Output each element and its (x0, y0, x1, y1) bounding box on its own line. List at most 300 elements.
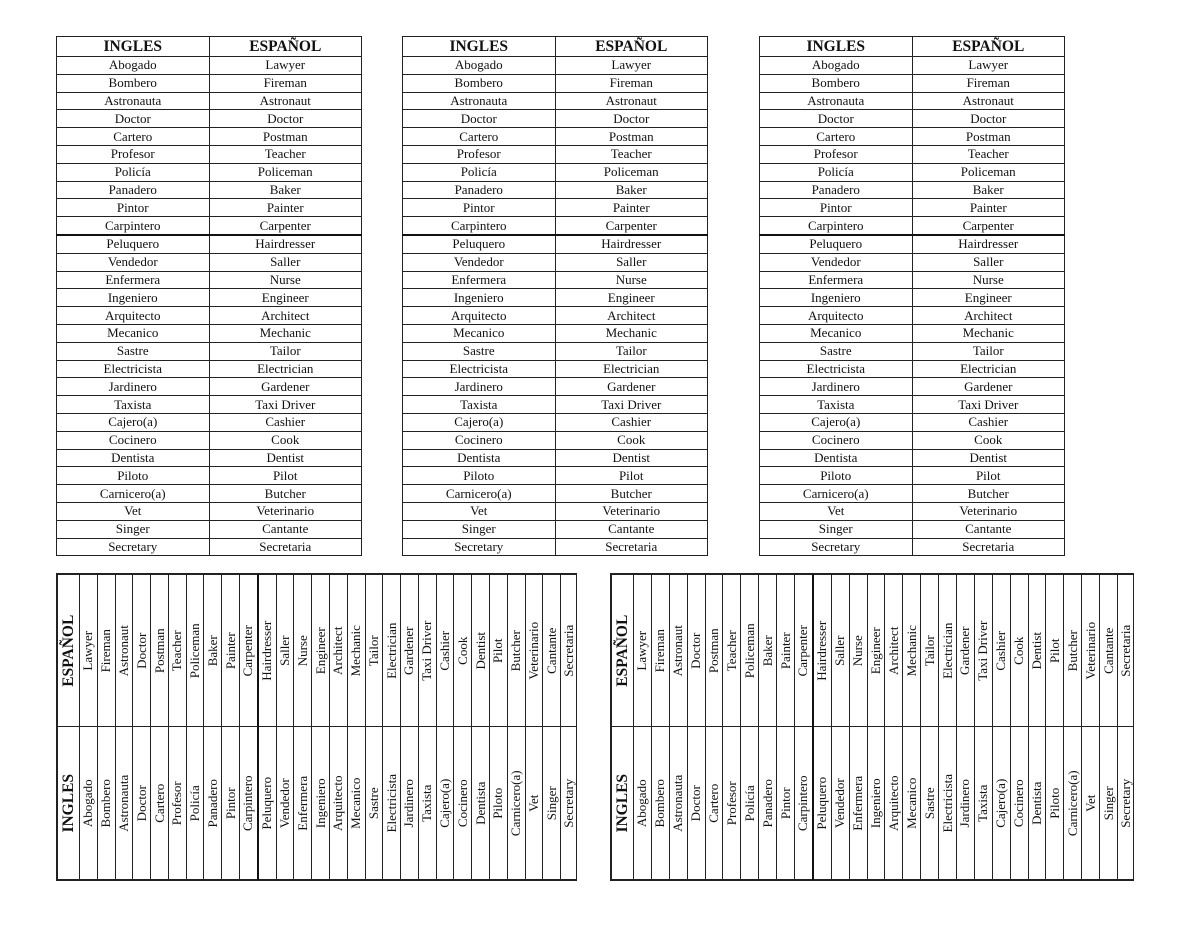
spanish-word: Arquitecto (403, 307, 556, 325)
spanish-word: Policía (760, 163, 913, 181)
spanish-word: Enfermera (403, 271, 556, 289)
spanish-word: Jardinero (957, 727, 975, 880)
english-word: Baker (209, 181, 362, 199)
spanish-word: Policía (741, 727, 759, 880)
spanish-word: Carnicero(a) (507, 727, 525, 880)
table-row (57, 110, 362, 128)
english-word: Secretaria (1118, 575, 1134, 728)
english-word: Saller (831, 575, 849, 728)
english-word: Cantante (555, 520, 708, 538)
english-word: Cantante (543, 575, 561, 728)
table-row (57, 163, 362, 181)
table-row (57, 324, 362, 342)
table-row (760, 217, 1065, 235)
table-row (777, 575, 795, 880)
english-word: Cook (912, 431, 1065, 449)
table-row (760, 449, 1065, 467)
table-row (813, 575, 831, 880)
spanish-word: Panadero (403, 181, 556, 199)
table-row (885, 575, 903, 880)
header-espanol: ESPAÑOL (209, 37, 362, 57)
spanish-word: Carnicero(a) (1064, 727, 1082, 880)
english-word: Policeman (555, 163, 708, 181)
english-word: Astronaut (912, 92, 1065, 110)
table-row (403, 396, 708, 414)
english-word: Carpenter (795, 575, 813, 728)
spanish-word: Cajero(a) (760, 413, 913, 431)
spanish-word: Abogado (634, 727, 652, 880)
table-row (403, 360, 708, 378)
english-word: Electrician (209, 360, 362, 378)
spanish-word: Ingeniero (760, 289, 913, 307)
english-word: Fireman (97, 575, 115, 728)
table-row (760, 163, 1065, 181)
spanish-word: Piloto (403, 467, 556, 485)
english-word: Painter (912, 199, 1065, 217)
spanish-word: Arquitecto (57, 307, 210, 325)
table-row (760, 253, 1065, 271)
spanish-word: Cajero(a) (992, 727, 1010, 880)
spanish-word: Piloto (489, 727, 507, 880)
table-row (760, 467, 1065, 485)
english-word: Taxi Driver (974, 575, 992, 728)
spanish-word: Astronauta (669, 727, 687, 880)
english-word: Engineer (312, 575, 330, 728)
table-row (903, 575, 921, 880)
table-row (1082, 575, 1100, 880)
english-word: Fireman (555, 74, 708, 92)
english-word: Pilot (489, 575, 507, 728)
header-espanol: ESPAÑOL (912, 37, 1065, 57)
english-word: Cantante (209, 520, 362, 538)
table-row (436, 575, 454, 880)
table-row (403, 163, 708, 181)
table-row (760, 413, 1065, 431)
spanish-word: Mecanico (903, 727, 921, 880)
table-row (1010, 575, 1028, 880)
header-ingles: INGLES (57, 37, 210, 57)
english-word: Doctor (687, 575, 705, 728)
spanish-word: Cartero (705, 727, 723, 880)
english-word: Teacher (912, 145, 1065, 163)
table-row (1100, 575, 1118, 880)
spanish-word: Enfermera (57, 271, 210, 289)
spanish-word: Profesor (403, 145, 556, 163)
rotated-table-inner (57, 574, 577, 880)
spanish-word: Singer (1100, 727, 1118, 880)
english-word: Policeman (741, 575, 759, 728)
spanish-word: Astronauta (760, 92, 913, 110)
table-row (403, 128, 708, 146)
spanish-word: Abogado (57, 57, 210, 75)
english-word: Hairdresser (813, 575, 831, 728)
spanish-word: Ingeniero (57, 289, 210, 307)
spanish-word: Pintor (760, 199, 913, 217)
header-ingles: INGLES (612, 727, 634, 880)
table-row (403, 110, 708, 128)
header-ingles: INGLES (760, 37, 913, 57)
spanish-word: Mecanico (57, 324, 210, 342)
table-row (329, 575, 347, 880)
table-row (741, 575, 759, 880)
table-row (347, 575, 365, 880)
spanish-word: Dentista (1028, 727, 1046, 880)
table-row (204, 575, 222, 880)
english-word: Dentist (1028, 575, 1046, 728)
table-row (507, 575, 525, 880)
english-word: Cashier (992, 575, 1010, 728)
spanish-word: Astronauta (403, 92, 556, 110)
english-word: Painter (555, 199, 708, 217)
english-word: Mechanic (209, 324, 362, 342)
english-word: Cashier (555, 413, 708, 431)
english-word: Nurse (209, 271, 362, 289)
table-row (760, 128, 1065, 146)
table-row (723, 575, 741, 880)
table-row (151, 575, 169, 880)
english-word: Fireman (912, 74, 1065, 92)
table-row (760, 92, 1065, 110)
english-word: Dentist (472, 575, 490, 728)
english-word: Electrician (383, 575, 401, 728)
header-espanol: ESPAÑOL (58, 575, 80, 728)
english-word: Tailor (912, 342, 1065, 360)
english-word: Astronaut (115, 575, 133, 728)
table-row (1118, 575, 1134, 880)
table-row (57, 271, 362, 289)
spanish-word: Pintor (777, 727, 795, 880)
english-word: Lawyer (209, 57, 362, 75)
english-word: Lawyer (912, 57, 1065, 75)
spanish-word: Enfermera (849, 727, 867, 880)
table-row (383, 575, 401, 880)
english-word: Tailor (209, 342, 362, 360)
table-row (57, 449, 362, 467)
table-row (403, 485, 708, 503)
vocab-table-2 (402, 36, 708, 556)
spanish-word: Secretary (1118, 727, 1134, 880)
english-word: Baker (759, 575, 777, 728)
spanish-word: Panadero (760, 181, 913, 199)
english-word: Teacher (209, 145, 362, 163)
spanish-word: Bombero (651, 727, 669, 880)
spanish-word: Astronauta (115, 727, 133, 880)
english-word: Teacher (723, 575, 741, 728)
spanish-word: Sastre (921, 727, 939, 880)
english-word: Engineer (209, 289, 362, 307)
spanish-word: Piloto (57, 467, 210, 485)
table-row (651, 575, 669, 880)
table-row (525, 575, 543, 880)
spanish-word: Cocinero (760, 431, 913, 449)
spanish-word: Dentista (472, 727, 490, 880)
english-word: Taxi Driver (555, 396, 708, 414)
table-row (186, 575, 204, 880)
spanish-word: Vet (403, 502, 556, 520)
english-word: Teacher (168, 575, 186, 728)
table-row (760, 378, 1065, 396)
english-word: Fireman (209, 74, 362, 92)
table-row (403, 199, 708, 217)
header-espanol: ESPAÑOL (555, 37, 708, 57)
table-row (760, 271, 1065, 289)
spanish-word: Singer (403, 520, 556, 538)
english-word: Gardener (912, 378, 1065, 396)
table-row (97, 575, 115, 880)
spanish-word: Doctor (133, 727, 151, 880)
vocab-table-1 (56, 36, 362, 556)
table-row (760, 57, 1065, 75)
english-word: Veterinario (912, 502, 1065, 520)
table-row (760, 289, 1065, 307)
spanish-word: Enfermera (294, 727, 312, 880)
table-row (543, 575, 561, 880)
english-word: Cook (454, 575, 472, 728)
english-word: Postman (912, 128, 1065, 146)
spanish-word: Dentista (57, 449, 210, 467)
table-row (760, 181, 1065, 199)
table-row (57, 235, 362, 253)
spanish-word: Cajero(a) (57, 413, 210, 431)
english-word: Cashier (436, 575, 454, 728)
table-row (759, 575, 777, 880)
table-row (403, 520, 708, 538)
table-row (403, 145, 708, 163)
table-row (57, 342, 362, 360)
table-row (57, 467, 362, 485)
table-row (115, 575, 133, 880)
spanish-word: Jardinero (57, 378, 210, 396)
spanish-word: Peluquero (258, 727, 276, 880)
english-word: Cashier (209, 413, 362, 431)
table-row (992, 575, 1010, 880)
english-word: Veterinario (525, 575, 543, 728)
spanish-word: Electricista (57, 360, 210, 378)
table-row (489, 575, 507, 880)
spanish-word: Vet (57, 502, 210, 520)
table-row (57, 289, 362, 307)
table-row (760, 342, 1065, 360)
english-word: Pilot (1046, 575, 1064, 728)
english-word: Secretaria (561, 575, 577, 728)
spanish-word: Secretary (561, 727, 577, 880)
spanish-word: Abogado (760, 57, 913, 75)
table-row (57, 538, 362, 556)
english-word: Pilot (912, 467, 1065, 485)
spanish-word: Vendedor (831, 727, 849, 880)
english-word: Carpenter (240, 575, 258, 728)
english-word: Pilot (555, 467, 708, 485)
spanish-word: Abogado (403, 57, 556, 75)
spanish-word: Jardinero (401, 727, 419, 880)
spanish-word: Electricista (403, 360, 556, 378)
table-row (403, 431, 708, 449)
english-word: Cashier (912, 413, 1065, 431)
english-word: Doctor (912, 110, 1065, 128)
english-word: Electrician (939, 575, 957, 728)
spanish-word: Peluquero (760, 235, 913, 253)
spanish-word: Sastre (57, 342, 210, 360)
spanish-word: Cocinero (403, 431, 556, 449)
english-word: Secretaria (209, 538, 362, 556)
english-word: Astronaut (209, 92, 362, 110)
spanish-word: Carpintero (57, 217, 210, 235)
table-row (760, 431, 1065, 449)
spanish-word: Abogado (80, 727, 98, 880)
spanish-word: Secretary (57, 538, 210, 556)
english-word: Postman (555, 128, 708, 146)
spanish-word: Doctor (760, 110, 913, 128)
table-row (403, 449, 708, 467)
table-row (1064, 575, 1082, 880)
english-word: Astronaut (669, 575, 687, 728)
spanish-word: Mecanico (760, 324, 913, 342)
spanish-word: Enfermera (760, 271, 913, 289)
table-row (403, 271, 708, 289)
english-word: Tailor (921, 575, 939, 728)
english-word: Veterinario (555, 502, 708, 520)
english-word: Baker (912, 181, 1065, 199)
table-row (669, 575, 687, 880)
table-row (760, 74, 1065, 92)
english-word: Postman (151, 575, 169, 728)
spanish-word: Doctor (403, 110, 556, 128)
table-row (760, 145, 1065, 163)
table-row (760, 502, 1065, 520)
english-word: Architect (209, 307, 362, 325)
spanish-word: Carnicero(a) (760, 485, 913, 503)
table-row (634, 575, 652, 880)
english-word: Painter (777, 575, 795, 728)
english-word: Nurse (849, 575, 867, 728)
spanish-word: Piloto (760, 467, 913, 485)
english-word: Butcher (912, 485, 1065, 503)
english-word: Cook (1010, 575, 1028, 728)
table-row (403, 467, 708, 485)
english-word: Veterinario (209, 502, 362, 520)
english-word: Secretaria (912, 538, 1065, 556)
table-row (1046, 575, 1064, 880)
english-word: Hairdresser (209, 235, 362, 253)
table-row (57, 431, 362, 449)
spanish-word: Dentista (403, 449, 556, 467)
english-word: Baker (555, 181, 708, 199)
spanish-word: Carpintero (760, 217, 913, 235)
english-word: Butcher (1064, 575, 1082, 728)
table-row (57, 217, 362, 235)
vocab-rows (403, 57, 708, 556)
english-word: Doctor (133, 575, 151, 728)
table-row (57, 520, 362, 538)
table-row (403, 502, 708, 520)
vocab-rows (760, 57, 1065, 556)
spanish-word: Cartero (57, 128, 210, 146)
table-row (258, 575, 276, 880)
english-word: Engineer (867, 575, 885, 728)
table-row (472, 575, 490, 880)
table-row (57, 92, 362, 110)
spanish-word: Cartero (403, 128, 556, 146)
spanish-word: Electricista (760, 360, 913, 378)
table-row (760, 235, 1065, 253)
spanish-word: Policía (57, 163, 210, 181)
spanish-word: Vet (1082, 727, 1100, 880)
english-word: Doctor (209, 110, 362, 128)
english-word: Postman (705, 575, 723, 728)
table-row (1028, 575, 1046, 880)
spanish-word: Taxista (403, 396, 556, 414)
table-row (312, 575, 330, 880)
english-word: Engineer (912, 289, 1065, 307)
english-word: Architect (555, 307, 708, 325)
table-row (760, 485, 1065, 503)
table-row (401, 575, 419, 880)
table-row (760, 199, 1065, 217)
english-word: Taxi Driver (209, 396, 362, 414)
table-row (276, 575, 294, 880)
spanish-word: Ingeniero (403, 289, 556, 307)
table-row (403, 307, 708, 325)
table-row (403, 378, 708, 396)
table-row (57, 378, 362, 396)
spanish-word: Singer (543, 727, 561, 880)
spanish-word: Dentista (760, 449, 913, 467)
english-word: Taxi Driver (912, 396, 1065, 414)
spanish-word: Taxista (418, 727, 436, 880)
spanish-word: Bombero (97, 727, 115, 880)
spanish-word: Bombero (760, 74, 913, 92)
spanish-word: Sastre (403, 342, 556, 360)
table-row (795, 575, 813, 880)
english-word: Saller (555, 253, 708, 271)
spanish-word: Cartero (151, 727, 169, 880)
table-row (561, 575, 577, 880)
english-word: Cantante (912, 520, 1065, 538)
spanish-word: Pintor (222, 727, 240, 880)
english-word: Saller (276, 575, 294, 728)
english-word: Gardener (957, 575, 975, 728)
spanish-word: Secretary (403, 538, 556, 556)
spanish-word: Electricista (383, 727, 401, 880)
spanish-word: Arquitecto (760, 307, 913, 325)
spanish-word: Taxista (974, 727, 992, 880)
english-word: Veterinario (1082, 575, 1100, 728)
english-word: Teacher (555, 145, 708, 163)
spanish-word: Peluquero (403, 235, 556, 253)
spanish-word: Vendedor (760, 253, 913, 271)
spanish-word: Secretary (760, 538, 913, 556)
spanish-word: Ingeniero (312, 727, 330, 880)
english-word: Doctor (555, 110, 708, 128)
english-word: Mechanic (555, 324, 708, 342)
english-word: Pilot (209, 467, 362, 485)
table-row (939, 575, 957, 880)
english-word: Carpenter (912, 217, 1065, 235)
vocab-table-3 (759, 36, 1065, 556)
english-word: Policeman (209, 163, 362, 181)
table-row (921, 575, 939, 880)
table-row (403, 538, 708, 556)
english-word: Policeman (912, 163, 1065, 181)
table-row (168, 575, 186, 880)
english-word: Electrician (555, 360, 708, 378)
table-row (57, 502, 362, 520)
table-row (365, 575, 383, 880)
english-word: Carpenter (555, 217, 708, 235)
english-word: Carpenter (209, 217, 362, 235)
spanish-word: Sastre (365, 727, 383, 880)
english-word: Lawyer (634, 575, 652, 728)
